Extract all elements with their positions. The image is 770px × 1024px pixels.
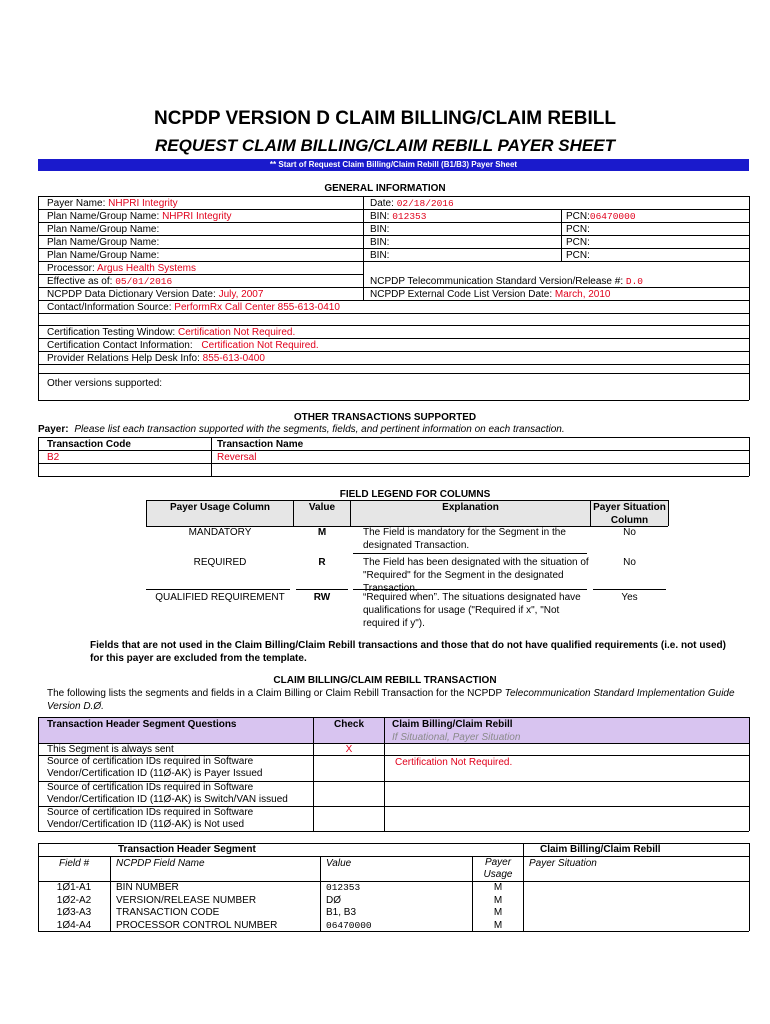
processor-row: Processor: Argus Health Systems: [47, 263, 196, 274]
transaction-code-cell: B2: [47, 452, 60, 463]
field-number-cell: 1Ø2-A2: [56, 895, 92, 906]
field-usage-cell: M: [493, 882, 503, 893]
bin-row-1: BIN: 012353: [370, 211, 427, 222]
col-payer-usage: Payer Usage: [483, 857, 513, 880]
legend-col-explanation: Explanation: [442, 502, 499, 513]
field-value-cell: 012353: [326, 882, 361, 893]
data-dictionary-row: NCPDP Data Dictionary Version Date: July, 2007: [47, 289, 264, 300]
claim-billing-title: Claim Billing/Claim Rebill: [540, 844, 661, 855]
col-claim-billing-sub: If Situational, Payer Situation: [392, 732, 521, 743]
legend-value-rw: RW: [313, 592, 331, 603]
transaction-name-cell: Reversal: [217, 452, 257, 463]
field-usage-cell: M: [493, 920, 503, 931]
col-field-number: Field #: [58, 858, 89, 869]
legend-situation-mandatory: No: [623, 527, 636, 538]
bin-row-4: BIN:: [370, 250, 390, 261]
field-value-cell: DØ: [326, 895, 341, 906]
legend-col-value: Value: [308, 502, 336, 513]
legend-usage-qualified: QUALIFIED REQUIREMENT: [155, 592, 285, 603]
field-name-cell: TRANSACTION CODE: [116, 907, 220, 918]
excluded-fields-notice: Fields that are not used in the Claim Billing/Claim Rebill transactions and those that do not have qualified requirements (i.e. not used) for this payer are excluded from the template.: [90, 640, 726, 664]
segment-title: Transaction Header Segment: [118, 844, 256, 855]
contact-row: Contact/Information Source: PerformRx Call Center 855-613-0410: [47, 302, 340, 313]
field-value-cell: B1, B3: [326, 907, 357, 918]
question-row-3: Source of certification IDs required in Software Vendor/Certification ID (11Ø-AK) is Switch/VAN issued: [47, 782, 288, 805]
legend-situation-qualified: Yes: [621, 592, 638, 603]
bin-row-2: BIN:: [370, 224, 390, 235]
page-subtitle: REQUEST CLAIM BILLING/CLAIM REBILL PAYER SHEET: [155, 136, 615, 155]
legend-usage-mandatory: MANDATORY: [188, 527, 252, 538]
col-transaction-name: Transaction Name: [217, 439, 304, 450]
col-field-name: NCPDP Field Name: [116, 858, 205, 869]
plan-name-row-4: Plan Name/Group Name:: [47, 250, 160, 261]
cert-contact-row: Certification Contact Information: Certification Not Required.: [47, 340, 319, 351]
field-name-cell: VERSION/RELEASE NUMBER: [116, 895, 257, 906]
field-name-cell: PROCESSOR CONTROL NUMBER: [116, 920, 278, 931]
plan-name-row-2: Plan Name/Group Name:: [47, 224, 160, 235]
page-title: NCPDP VERSION D CLAIM BILLING/CLAIM REBILL: [154, 108, 616, 129]
pcn-row-2: PCN:: [566, 224, 590, 235]
legend-heading: FIELD LEGEND FOR COLUMNS: [339, 489, 491, 500]
question-row-2-note: Certification Not Required.: [395, 757, 513, 768]
plan-name-row-1: Plan Name/Group Name: NHPRI Integrity: [47, 211, 232, 222]
col-payer-situation: Payer Situation: [529, 858, 597, 869]
legend-expl-qualified: “Required when”. The situations designated have qualifications for usage ("Required if x", "Not required if y").: [363, 592, 581, 629]
effective-row: Effective as of: 05/01/2016: [47, 276, 173, 287]
helpdesk-row: Provider Relations Help Desk Info: 855-613-0400: [47, 353, 265, 364]
col-header-questions: Transaction Header Segment Questions: [47, 719, 237, 730]
col-check: Check: [333, 719, 364, 730]
question-row-2: Source of certification IDs required in Software Vendor/Certification ID (11Ø-AK) is Payer Issued: [47, 756, 263, 779]
field-value-cell: 06470000: [326, 920, 372, 931]
other-tx-heading: OTHER TRANSACTIONS SUPPORTED: [293, 412, 477, 423]
other-versions-row: Other versions supported:: [47, 378, 163, 389]
field-number-cell: 1Ø1-A1: [56, 882, 92, 893]
other-tx-instruction: Payer: Please list each transaction supported with the segments, fields, and pertinent information on each transaction.: [38, 424, 565, 435]
legend-col-usage: Payer Usage Column: [169, 502, 271, 513]
field-name-cell: BIN NUMBER: [116, 882, 179, 893]
field-usage-cell: M: [493, 907, 503, 918]
col-claim-billing: Claim Billing/Claim Rebill: [392, 719, 513, 730]
date-row: Date: 02/18/2016: [370, 198, 454, 209]
col-field-value: Value: [326, 858, 352, 869]
cert-window-row: Certification Testing Window: Certification Not Required.: [47, 327, 296, 338]
legend-col-situation: Payer Situation Column: [593, 502, 666, 526]
check-mark: X: [345, 744, 353, 755]
start-banner: ** Start of Request Claim Billing/Claim Rebill (B1/B3) Payer Sheet: [38, 159, 749, 171]
legend-value-m: M: [317, 527, 327, 538]
field-number-cell: 1Ø3-A3: [56, 907, 92, 918]
legend-expl-required: The Field has been designated with the situation of "Required" for the Segment in the designated Transaction.: [363, 557, 589, 594]
payer-name-row: Payer Name: NHPRI Integrity: [47, 198, 178, 209]
plan-name-row-3: Plan Name/Group Name:: [47, 237, 160, 248]
telecom-version-row: NCPDP Telecommunication Standard Version/Release #: D.0: [370, 276, 643, 287]
legend-value-r: R: [318, 557, 326, 568]
pcn-row-3: PCN:: [566, 237, 590, 248]
cb-transaction-heading: CLAIM BILLING/CLAIM REBILL TRANSACTION: [273, 675, 497, 686]
legend-expl-mandatory: The Field is mandatory for the Segment in the designated Transaction.: [363, 527, 566, 551]
pcn-row-4: PCN:: [566, 250, 590, 261]
question-row-1: This Segment is always sent: [47, 744, 174, 755]
legend-situation-required: No: [623, 557, 636, 568]
general-heading: GENERAL INFORMATION: [324, 183, 446, 194]
cb-transaction-intro: The following lists the segments and fields in a Claim Billing or Claim Rebill Transaction for the NCPDP Telecommunication Standard Implementation Guide Version D.Ø.: [47, 688, 735, 712]
pcn-row-1: PCN:06470000: [566, 211, 636, 222]
legend-usage-required: REQUIRED: [193, 557, 247, 568]
field-number-cell: 1Ø4-A4: [56, 920, 92, 931]
field-usage-cell: M: [493, 895, 503, 906]
question-row-4: Source of certification IDs required in Software Vendor/Certification ID (11Ø-AK) is Not used: [47, 807, 254, 830]
col-transaction-code: Transaction Code: [47, 439, 131, 450]
bin-row-3: BIN:: [370, 237, 390, 248]
external-code-row: NCPDP External Code List Version Date: March, 2010: [370, 289, 611, 300]
